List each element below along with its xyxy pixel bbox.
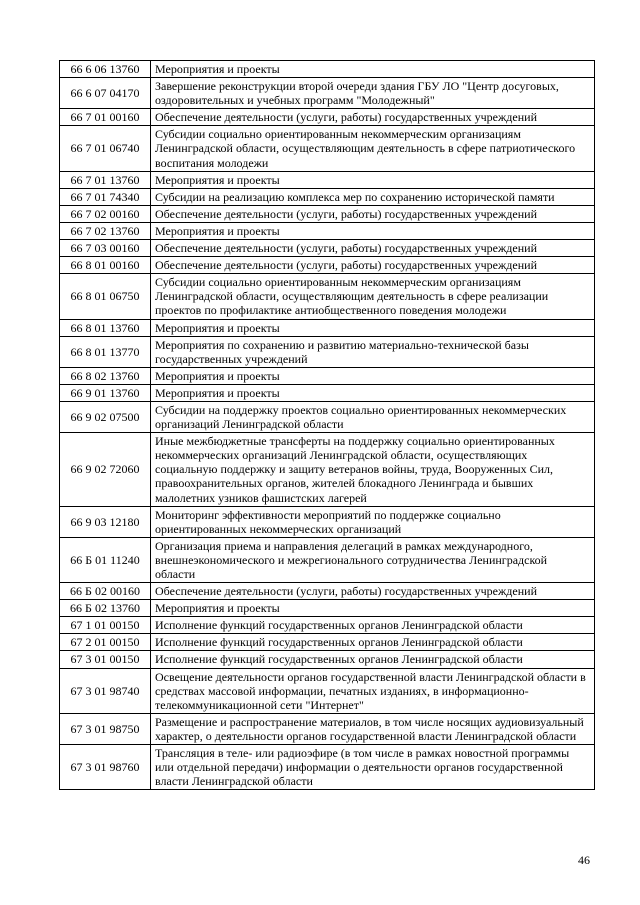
- table-row: [60, 109, 595, 126]
- row-description: Мероприятия и проекты: [151, 319, 595, 336]
- row-description: Мероприятия и проекты: [151, 61, 595, 78]
- row-description: Субсидии социально ориентированным некоммерческим организациям Ленинградской области, осуществляющим деятельность в сфере реализации проектов по профилактике антиобщественного поведения молодежи: [151, 274, 595, 319]
- row-description: Мероприятия и проекты: [151, 222, 595, 239]
- table-row: [60, 319, 595, 336]
- row-code: 66 9 03 12180: [60, 506, 151, 537]
- table-row: [60, 617, 595, 634]
- table-row: [60, 745, 595, 790]
- table-row: [60, 222, 595, 239]
- table-row: [60, 61, 595, 78]
- table-row: [60, 205, 595, 222]
- row-code: 66 8 01 13760: [60, 319, 151, 336]
- row-code: 66 7 01 06740: [60, 126, 151, 171]
- row-code: 66 8 01 13770: [60, 336, 151, 367]
- row-description: Мероприятия и проекты: [151, 384, 595, 401]
- table-row: [60, 583, 595, 600]
- table-row: [60, 171, 595, 188]
- budget-code-table: [59, 60, 595, 790]
- row-description: Субсидии на поддержку проектов социально ориентированных некоммерческих организаций Ленинградской области: [151, 401, 595, 432]
- page-number: 46: [578, 853, 590, 867]
- row-code: 66 8 02 13760: [60, 367, 151, 384]
- row-description: Исполнение функций государственных органов Ленинградской области: [151, 651, 595, 668]
- table-row: [60, 506, 595, 537]
- row-code: 66 8 01 00160: [60, 257, 151, 274]
- row-code: 66 Б 01 11240: [60, 537, 151, 582]
- row-description: Завершение реконструкции второй очереди здания ГБУ ЛО "Центр досуговых, оздоровительных и учебных программ "Молодежный": [151, 78, 595, 109]
- table-row: [60, 634, 595, 651]
- row-description: Мероприятия и проекты: [151, 367, 595, 384]
- table-row: [60, 78, 595, 109]
- row-code: 67 2 01 00150: [60, 634, 151, 651]
- row-description: Мероприятия по сохранению и развитию материально-технической базы государственных учреждений: [151, 336, 595, 367]
- row-code: 66 Б 02 13760: [60, 600, 151, 617]
- row-code: 66 7 01 00160: [60, 109, 151, 126]
- table-row: [60, 600, 595, 617]
- table-row: [60, 240, 595, 257]
- table-row: [60, 367, 595, 384]
- table-row: [60, 668, 595, 713]
- row-description: Обеспечение деятельности (услуги, работы) государственных учреждений: [151, 240, 595, 257]
- table-row: [60, 651, 595, 668]
- row-description: Субсидии социально ориентированным некоммерческим организациям Ленинградской области, осуществляющим деятельность в сфере патриотического воспитания молодежи: [151, 126, 595, 171]
- row-description: Размещение и распространение материалов, в том числе носящих аудиовизуальный характер, о деятельности органов государственной власти Ленинградской области: [151, 713, 595, 744]
- table-row: [60, 401, 595, 432]
- row-code: 67 3 01 00150: [60, 651, 151, 668]
- table-row: [60, 126, 595, 171]
- table-row: [60, 336, 595, 367]
- row-code: 66 6 07 04170: [60, 78, 151, 109]
- row-description: Исполнение функций государственных органов Ленинградской области: [151, 634, 595, 651]
- row-description: Мероприятия и проекты: [151, 600, 595, 617]
- row-code: 66 9 02 07500: [60, 401, 151, 432]
- table-body: [60, 61, 595, 790]
- row-description: Освещение деятельности органов государственной власти Ленинградской области в средствах массовой информации, печатных изданиях, в информационно-телекоммуникационной сети "Интернет": [151, 668, 595, 713]
- row-description: Обеспечение деятельности (услуги, работы) государственных учреждений: [151, 205, 595, 222]
- row-code: 66 9 02 72060: [60, 433, 151, 506]
- table-row: [60, 713, 595, 744]
- row-code: 67 3 01 98760: [60, 745, 151, 790]
- row-code: 67 3 01 98740: [60, 668, 151, 713]
- table-row: [60, 384, 595, 401]
- row-code: 67 3 01 98750: [60, 713, 151, 744]
- row-code: 66 6 06 13760: [60, 61, 151, 78]
- row-code: 66 7 01 74340: [60, 188, 151, 205]
- table-row: [60, 537, 595, 582]
- row-code: 66 7 01 13760: [60, 171, 151, 188]
- row-code: 66 9 01 13760: [60, 384, 151, 401]
- row-description: Иные межбюджетные трансферты на поддержку социально ориентированных некоммерческих организаций Ленинградской области, осуществляющих социальную поддержку и защиту ветеранов войны, труда, Вооруженных Сил, правоохранительных органов, жителей блокадного Ленинграда и бывших малолетних узников фашистских лагерей: [151, 433, 595, 506]
- table-row: [60, 274, 595, 319]
- row-description: Обеспечение деятельности (услуги, работы) государственных учреждений: [151, 257, 595, 274]
- row-description: Мониторинг эффективности мероприятий по поддержке социально ориентированных некоммерческих организаций: [151, 506, 595, 537]
- row-code: 66 7 03 00160: [60, 240, 151, 257]
- row-code: 66 7 02 13760: [60, 222, 151, 239]
- table-row: [60, 188, 595, 205]
- row-code: 66 8 01 06750: [60, 274, 151, 319]
- row-description: Обеспечение деятельности (услуги, работы) государственных учреждений: [151, 109, 595, 126]
- row-description: Мероприятия и проекты: [151, 171, 595, 188]
- row-description: Субсидии на реализацию комплекса мер по сохранению исторической памяти: [151, 188, 595, 205]
- row-description: Организация приема и направления делегаций в рамках международного, внешнеэкономического и межрегионального сотрудничества Ленинградской области: [151, 537, 595, 582]
- table-row: [60, 433, 595, 506]
- row-code: 66 Б 02 00160: [60, 583, 151, 600]
- row-description: Трансляция в теле- или радиоэфире (в том числе в рамках новостной программы или отдельной передачи) информации о деятельности органов государственной власти Ленинградской области: [151, 745, 595, 790]
- table-row: [60, 257, 595, 274]
- row-description: Обеспечение деятельности (услуги, работы) государственных учреждений: [151, 583, 595, 600]
- row-code: 67 1 01 00150: [60, 617, 151, 634]
- row-description: Исполнение функций государственных органов Ленинградской области: [151, 617, 595, 634]
- row-code: 66 7 02 00160: [60, 205, 151, 222]
